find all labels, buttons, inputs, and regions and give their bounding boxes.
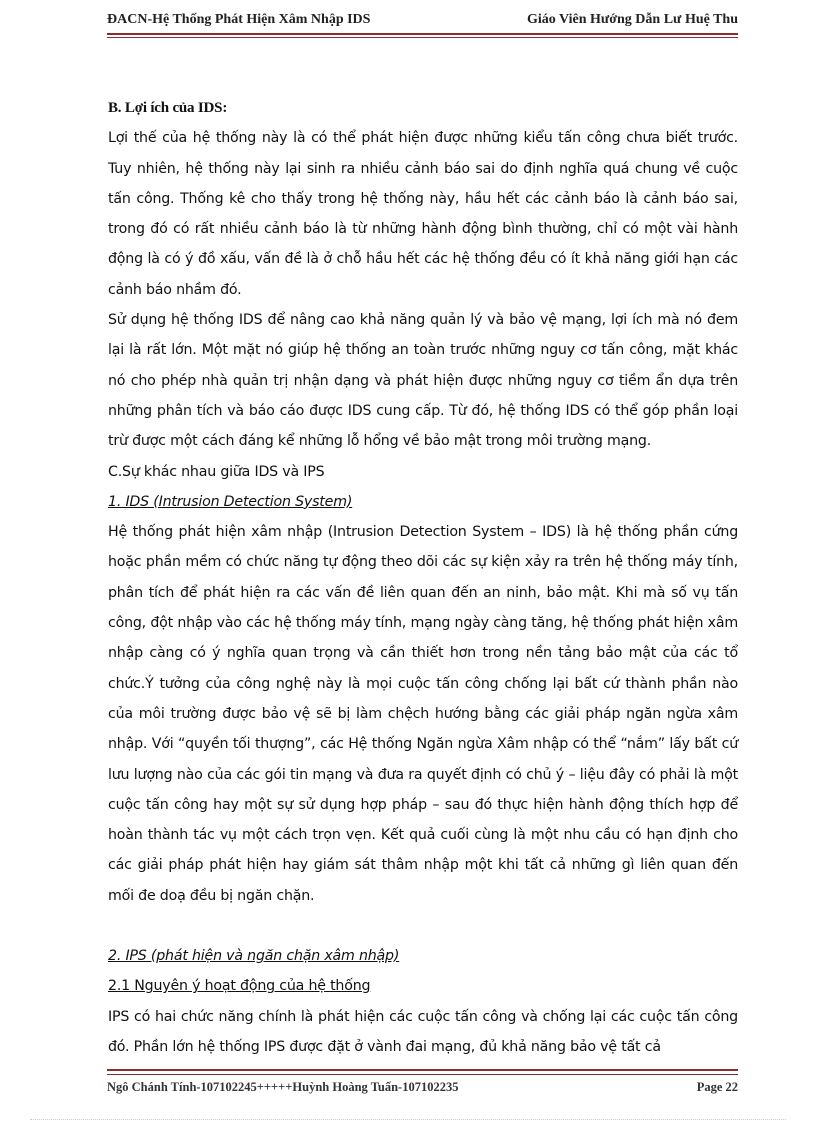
- footer-authors: Ngô Chánh Tính-107102245+++++Huỳnh Hoàng Tuấn-107102235: [107, 1080, 459, 1094]
- section-heading-ids: 1. IDS (Intrusion Detection System): [108, 493, 353, 510]
- header-document-title: ĐACN-Hệ Thống Phát Hiện Xâm Nhập IDS: [107, 12, 371, 27]
- header-rule-thin: [107, 37, 738, 38]
- page-boundary-line: [30, 1119, 786, 1120]
- section-heading-b: B. Lợi ích của IDS:: [108, 100, 228, 116]
- page-footer: [107, 1080, 738, 1098]
- page-number: Page 22: [696, 1080, 738, 1094]
- section-heading-ips: 2. IPS (phát hiện và ngăn chặn xâm nhập): [108, 948, 400, 965]
- header-rule-thick: [107, 33, 738, 35]
- page-header: [107, 10, 738, 32]
- paragraph-benefits-2: Sử dụng hệ thống IDS để nâng cao khả năng quản lý và bảo vệ mạng, lợi ích mà nó đem lại là rất lớn. Một mặt nó giúp hệ thống an toàn trước những nguy cơ tấn công, mặt khác nó cho phép nhà quản trị nhận dạng và phát hiện được những nguy cơ tiềm ẩn dựa trên những phân tích và báo cáo được IDS cung cấp. Từ đó, hệ thống IDS có thể góp phần loại trừ được một cách đáng kể những lỗ hổng về bảo mật trong môi trường mạng.: [108, 312, 738, 450]
- section-heading-c: C.Sự khác nhau giữa IDS và IPS: [108, 463, 325, 480]
- footer-rule-thin: [107, 1074, 738, 1075]
- footer-rule-thick: [107, 1069, 738, 1071]
- page-body: [108, 93, 738, 1062]
- paragraph-benefits-1: Lợi thế của hệ thống này là có thể phát hiện được những kiểu tấn công chưa biết trước. Tuy nhiên, hệ thống này lại sinh ra nhiều cảnh báo sai do định nghĩa quá chung về cuộc tấn công. Thống kê cho thấy trong hệ thống này, hầu hết các cảnh báo là cảnh báo sai, trong đó có rất nhiều cảnh báo là từ những hành động bình thường, chỉ có một vài hành động là có ý đồ xấu, vấn đề là ở chỗ hầu hết các hệ thống đều có ít khả năng giới hạn các cảnh báo nhầm đó.: [108, 130, 738, 298]
- paragraph-ids: Hệ thống phát hiện xâm nhập (Intrusion Detection System – IDS) là hệ thống phần cứng hoặc phần mềm có chức năng tự động theo dõi các sự kiện xảy ra trên hệ thống máy tính, phân tích để phát hiện ra các vấn đề liên quan đến an ninh, bảo mật. Khi mà số vụ tấn công, đột nhập vào các hệ thống máy tính, mạng ngày càng tăng, hệ thống phát hiện xâm nhập càng có ý nghĩa quan trọng và cần thiết hơn trong nền tảng bảo mật của các tổ chức.Ý tưởng của công nghệ này là mọi cuộc tấn công chống lại bất cứ thành phần nào của môi trường được bảo vệ sẽ bị làm chệch hướng bằng các giải pháp ngăn ngừa xâm nhập. Với “quyền tối thượng”, các Hệ thống Ngăn ngừa Xâm nhập có thể “nắm” lấy bất cứ lưu lượng nào của các gói tin mạng và đưa ra quyết định có chủ ý – liệu đây có phải là một cuộc tấn công hay một sự sử dụng hợp pháp – sau đó thực hiện hành động thích hợp để hoàn thành tác vụ một cách trọn vẹn. Kết quả cuối cùng là một nhu cầu có hạn định cho các giải pháp phát hiện hay giám sát thâm nhập một khi tất cả những gì liên quan đến mối đe doạ đều bị ngăn chặn.: [108, 524, 738, 904]
- header-instructor: Giáo Viên Hướng Dẫn Lư Huệ Thu: [526, 12, 738, 27]
- subsection-heading-principle: 2.1 Nguyên ý hoạt động của hệ thống: [108, 978, 371, 995]
- spacer: [108, 911, 738, 941]
- paragraph-ips: IPS có hai chức năng chính là phát hiện các cuộc tấn công và chống lại các cuộc tấn công đó. Phần lớn hệ thống IPS được đặt ở vành đai mạng, đủ khả năng bảo vệ tất cả: [108, 1008, 738, 1055]
